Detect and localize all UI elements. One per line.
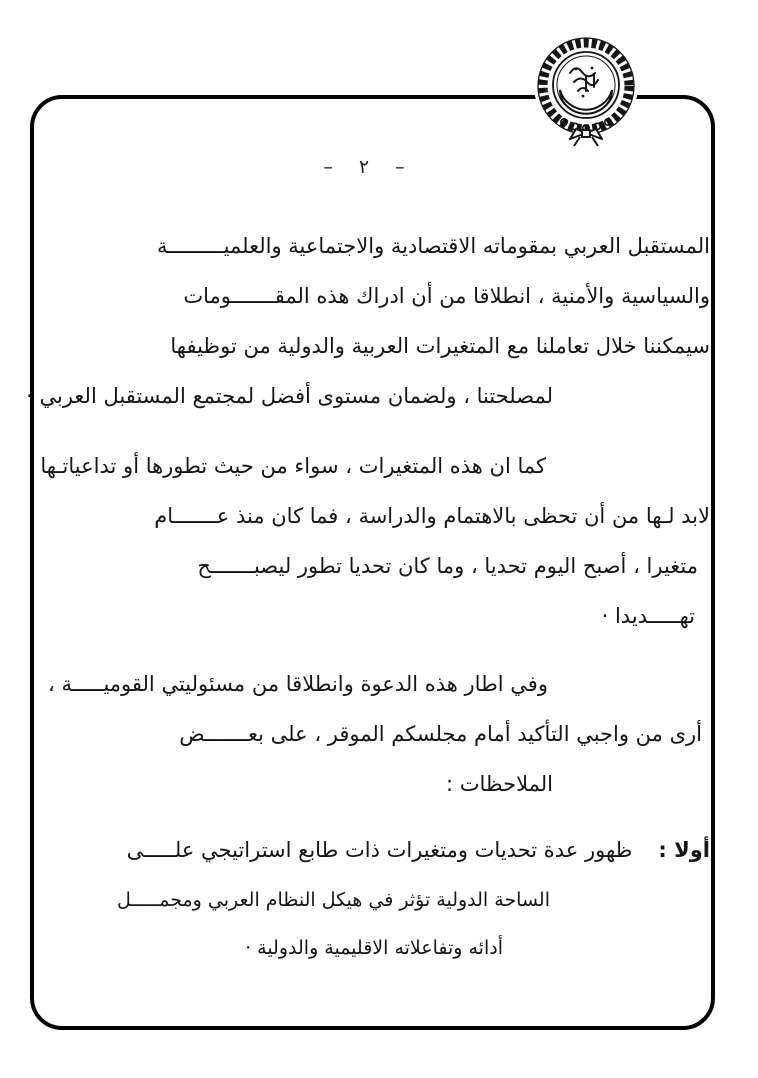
text-line: كما ان هذه المتغيرات ، سواء من حيث تطورها أو تداعياتـها <box>40 454 546 478</box>
text-line: متغيرا ، أصبح اليوم تحديا ، وما كان تحديا تطور ليصبـــــــح <box>197 554 698 578</box>
text-line: تهـــــديدا · <box>601 604 695 628</box>
text-line: الساحة الدولية تؤثر في هيكل النظام العربي ومجمـــــل <box>117 889 550 911</box>
text-line: أرى من واجبي التأكيد أمام مجلسكم الموقر ، على بعـــــــض <box>179 722 702 746</box>
text-line: سيمكننا خلال تعاملنا مع المتغيرات العربية والدولية من توظيفها <box>170 334 710 358</box>
section-first-text: ظهور عدة تحديات ومتغيرات ذات طابع استراتيجي علـــــى <box>126 838 633 862</box>
section-first-line <box>127 836 710 864</box>
section-first-label: أولا : <box>658 838 710 862</box>
text-line: لمصلحتنا ، ولضمان مستوى أفضل لمجتمع المستقبل العربي · <box>26 384 553 408</box>
text-line: الملاحظات : <box>445 772 553 796</box>
text-line: والسياسية والأمنية ، انطلاقا من أن ادراك هذه المقـــــــومات <box>183 284 710 308</box>
text-line: لابد لـها من أن تحظى بالاهتمام والدراسة ، فما كان منذ عـــــــام <box>154 504 710 528</box>
arab-league-emblem-icon <box>530 33 642 151</box>
text-line: أدائه وتفاعلاته الاقليمية والدولية · <box>245 937 503 959</box>
page-number: – ٢ – <box>323 156 405 178</box>
text-line: وفي اطار هذه الدعوة وانطلاقا من مسئوليتي القوميـــــة ، <box>48 672 548 696</box>
text-line: المستقبل العربي بمقوماته الاقتصادية والاجتماعية والعلميـــــــــة <box>157 234 710 258</box>
